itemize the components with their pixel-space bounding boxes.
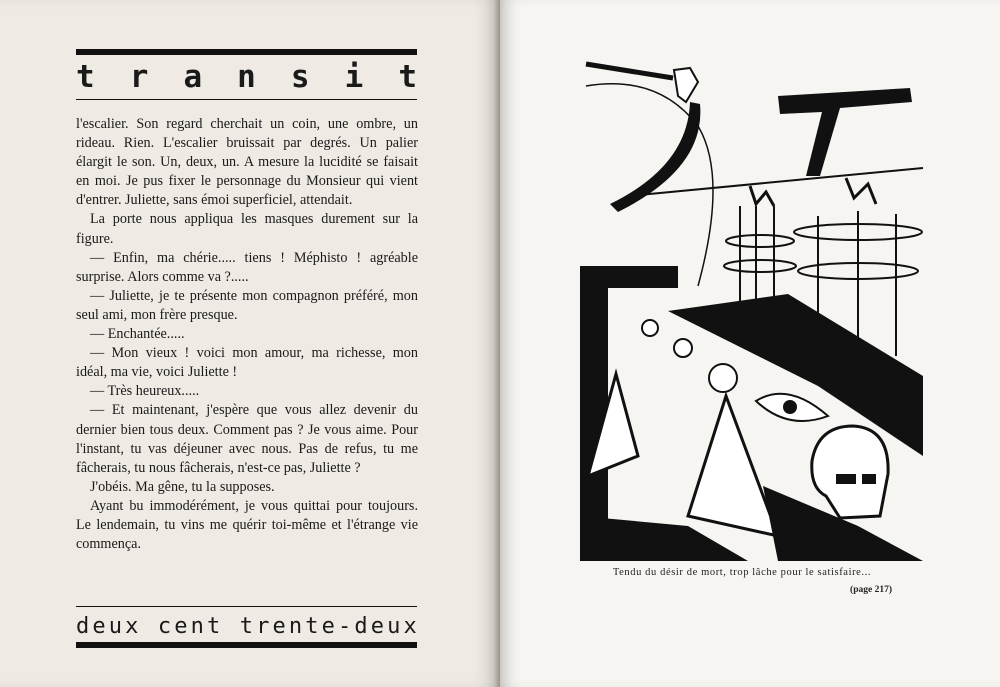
paragraph: — Enfin, ma chérie..... tiens ! Méphisto ! agréable surprise. Alors comme va ?..... [76,249,418,285]
letter: u [387,614,401,639]
page-reference: (page 217) [850,585,892,595]
cross-shape [778,88,912,176]
letter: t [305,614,319,639]
letter: t [207,614,221,639]
header-rule-top [76,49,417,55]
paragraph: — Enchantée..... [90,326,185,343]
letter: r [129,59,149,95]
dark-band [668,294,923,456]
letter: d [354,614,368,639]
letter: c [157,614,172,639]
sword-blade [586,64,673,78]
letter: u [108,614,122,639]
letter: e [370,614,384,639]
illustration-caption: Tendu du désir de mort, trop lâche pour le satisfaire... [612,567,872,578]
header-rule-bottom [76,99,417,100]
paragraph: — Très heureux..... [90,383,200,400]
letter [223,613,236,641]
letter: e [174,614,188,639]
dark-wall [580,266,678,556]
page-number-words [76,613,417,641]
letter [142,613,155,641]
letter: i [344,59,364,95]
paragraph: Ayant bu immodérément, je vous quittai pour toujours. Le lendemain, tu vins me quérir toi-même et l'étrange vie commença. [76,497,418,553]
letter: e [321,614,335,639]
skull-icon [709,364,737,392]
small-skull-icon [674,339,692,357]
art-deco-illustration [578,56,928,564]
letter: x [403,614,417,639]
letter: r [256,614,270,639]
paragraph: La porte nous appliqua les masques durement sur la figure. [76,211,418,247]
footer-rule-bottom [76,642,417,648]
letter: t [239,614,253,639]
letter: x [125,614,139,639]
small-skull-icon [642,320,658,336]
running-title [76,60,417,94]
paragraph: — Et maintenant, j'espère que vous allez devenir du dernier bien tous deux. Comment pas ? Je vous aime. Pour l'instant, tu vas déjeuner avec nous. Pas de refus, tu me fâcherais, tu nous fâcherais, n'est-ce pas, Juliette ? [76,402,418,476]
large-skull-icon [812,426,888,518]
cone-shape [688,396,778,536]
letter: d [76,614,90,639]
letter: n [190,614,204,639]
letter: e [92,614,106,639]
letter: e [272,614,286,639]
letter: a [183,59,203,95]
paragraph: l'escalier. Son regard cherchait un coin, une ombre, un rideau. Rien. L'escalier bruissait par degrés. Un palier élargit le son. Un, deux, un. A mesure la lucidité se faisait en moi. Je pus fixer le personnage du Monsieur qui vient d'entrer. Juliette, sans émoi superficiel, attendait. [76,116,418,209]
paragraph: — Mon vieux ! voici mon amour, ma richesse, mon idéal, ma vie, voici Juliette ! [76,345,418,381]
paragraph: J'obéis. Ma gêne, tu la supposes. [90,478,275,495]
letter: n [288,614,303,639]
letter: s [290,59,310,95]
paragraph: — Juliette, je te présente mon compagnon préféré, mon seul ami, mon frère presque. [76,287,418,323]
letter: t [76,59,95,95]
letter: n [237,59,256,95]
letter: t [398,59,417,95]
footer-rule-top [76,606,417,607]
arm-sleeve [610,102,700,212]
letter: - [338,614,352,639]
hand-icon [674,68,698,102]
body-text [76,115,418,554]
